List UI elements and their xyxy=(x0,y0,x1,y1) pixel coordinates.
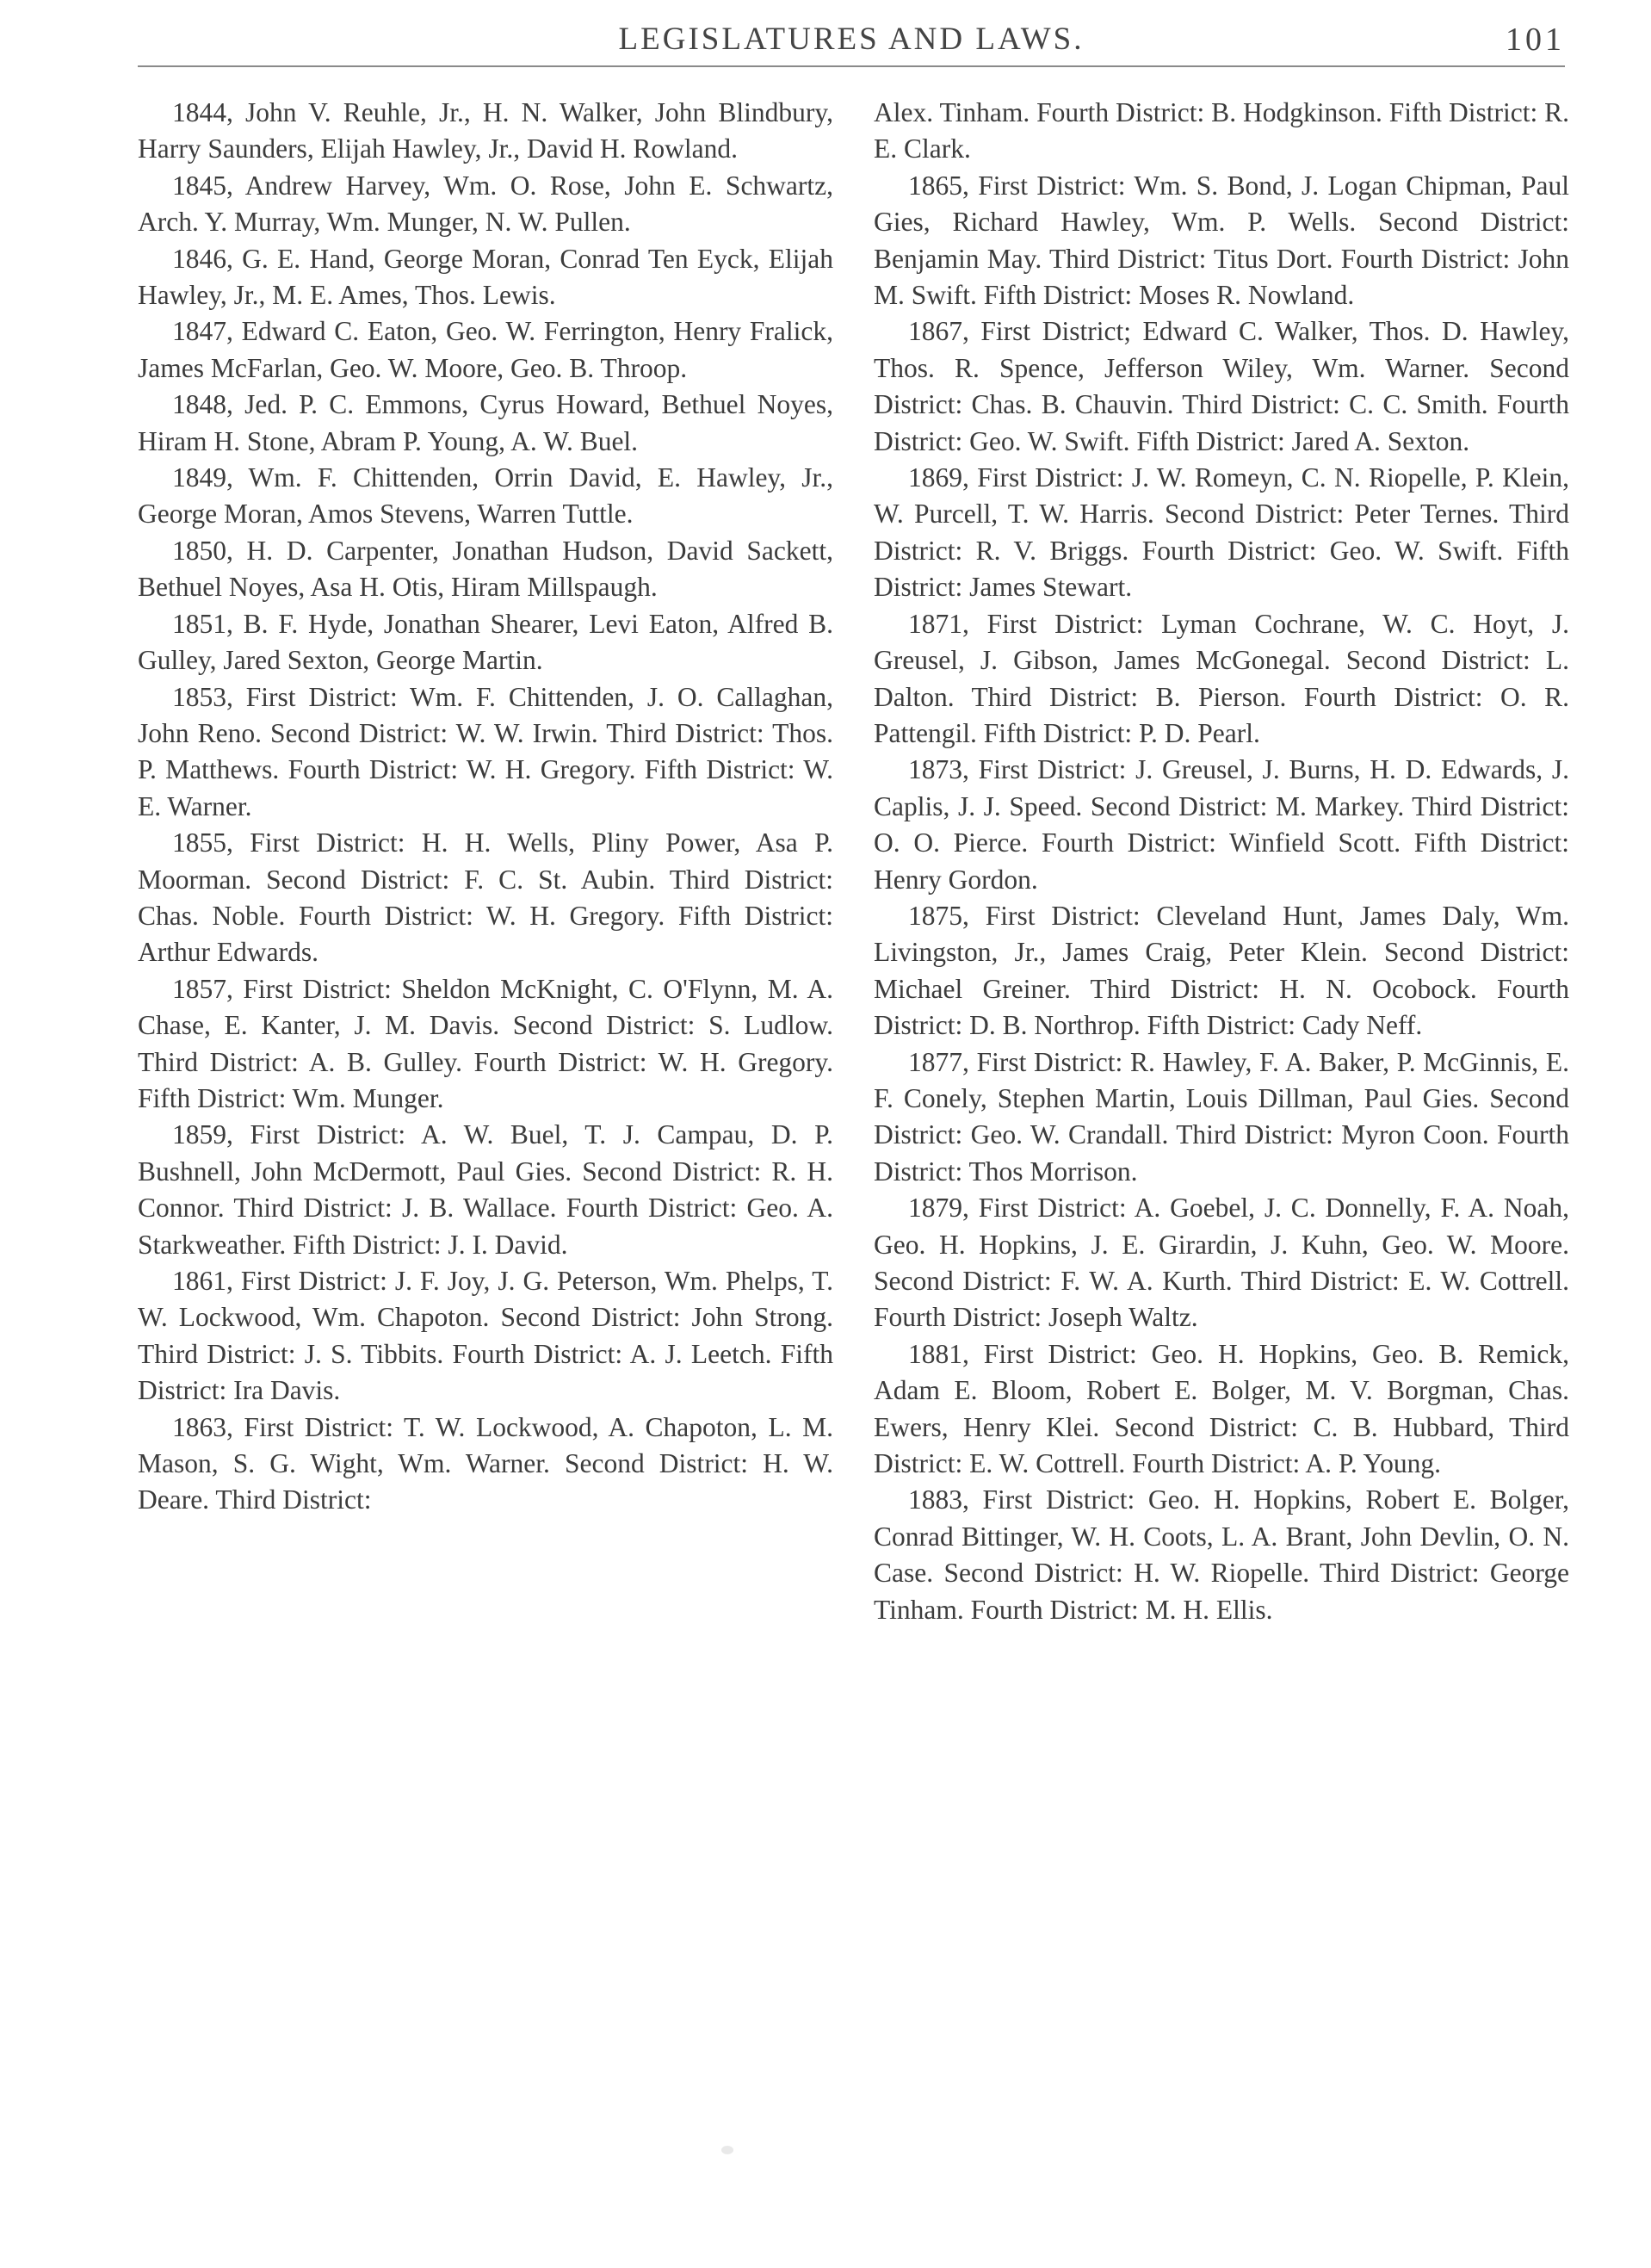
right-column xyxy=(874,95,1569,1628)
entry-1867: 1867, First District; Edward C. Walker, Thos. D. Hawley, Thos. R. Spence, Jefferson Wiley, Wm. Warner. Second District: Chas. B. Chauvin. Third District: C. C. Smith. Fourth District: Geo. W. Swift. Fifth District: Jared A. Sexton. xyxy=(874,316,1569,456)
entry-1883: 1883, First District: Geo. H. Hopkins, Robert E. Bolger, Conrad Bittinger, W. H. Coots, L. A. Brant, John Devlin, O. N. Case. Second District: H. W. Riopelle. Third District: George Tinham. Fourth District: M. H. Ellis. xyxy=(874,1484,1569,1625)
page-number: 101 xyxy=(1506,22,1565,58)
entry-1844: 1844, John V. Reuhle, Jr., H. N. Walker, John Blindbury, Harry Saunders, Elijah Hawley, Jr., David H. Rowland. xyxy=(138,97,833,164)
entry-1850: 1850, H. D. Carpenter, Jonathan Hudson, David Sackett, Bethuel Noyes, Asa H. Otis, Hiram Millspaugh. xyxy=(138,535,833,603)
left-column xyxy=(138,95,833,1519)
entry-1865: 1865, First District: Wm. S. Bond, J. Logan Chipman, Paul Gies, Richard Hawley, Wm. P. Wells. Second District: Benjamin May. Third District: Titus Dort. Fourth District: John M. Swift. Fifth District: Moses R. Nowland. xyxy=(874,170,1569,311)
entry-1869: 1869, First District: J. W. Romeyn, C. N. Riopelle, P. Klein, W. Purcell, T. W. Harris. Second District: Peter Ternes. Third District: R. V. Briggs. Fourth District: Geo. W. Swift. Fifth District: James Stewart. xyxy=(874,462,1569,603)
entry-1847: 1847, Edward C. Eaton, Geo. W. Ferrington, Henry Fralick, James McFarlan, Geo. W. Moore, Geo. B. Throop. xyxy=(138,316,833,383)
entry-1861: 1861, First District: J. F. Joy, J. G. Peterson, Wm. Phelps, T. W. Lockwood, Wm. Chapoton. Second District: John Strong. Third District: J. S. Tibbits. Fourth District: A. J. Leetch. Fifth District: Ira Davis. xyxy=(138,1266,833,1406)
entry-1853: 1853, First District: Wm. F. Chittenden, J. O. Callaghan, John Reno. Second District: W. W. Irwin. Third District: Thos. P. Matthews. Fourth District: W. H. Gregory. Fifth District: W. E. Warner. xyxy=(138,681,833,821)
running-title: LEGISLATURES AND LAWS. xyxy=(618,22,1085,57)
entry-1855: 1855, First District: H. H. Wells, Pliny Power, Asa P. Moorman. Second District: F. C. St. Aubin. Third District: Chas. Noble. Fourth District: W. H. Gregory. Fifth District: Arthur Edwards. xyxy=(138,827,833,968)
entry-1863: 1863, First District: T. W. Lockwood, A. Chapoton, L. M. Mason, S. G. Wight, Wm. Warner. Second District: H. W. Deare. Third District: xyxy=(138,1411,833,1515)
entry-1879: 1879, First District: A. Goebel, J. C. Donnelly, F. A. Noah, Geo. H. Hopkins, J. E. Girardin, J. Kuhn, Geo. W. Moore. Second District: F. W. A. Kurth. Third District: E. W. Cottrell. Fourth District: Joseph Waltz. xyxy=(874,1193,1569,1333)
entry-1859: 1859, First District: A. W. Buel, T. J. Campau, D. P. Bushnell, John McDermott, Paul Gies. Second District: R. H. Connor. Third District: J. B. Wallace. Fourth District: Geo. A. Starkweather. Fifth District: J. I. David. xyxy=(138,1119,833,1260)
entry-1875: 1875, First District: Cleveland Hunt, James Daly, Wm. Livingston, Jr., James Craig, Peter Klein. Second District: Michael Greiner. Third District: H. N. Ocobock. Fourth District: D. B. Northrop. Fifth District: Cady Neff. xyxy=(874,900,1569,1041)
entry-1873: 1873, First District: J. Greusel, J. Burns, H. D. Edwards, J. Caplis, J. J. Speed. Second District: M. Markey. Third District: O. O. Pierce. Fourth District: Winfield Scott. Fifth District: Henry Gordon. xyxy=(874,754,1569,895)
entry-1846: 1846, G. E. Hand, George Moran, Conrad Ten Eyck, Elijah Hawley, Jr., M. E. Ames, Thos. Lewis. xyxy=(138,243,833,311)
paper-mark xyxy=(721,2146,733,2154)
entry-1849: 1849, Wm. F. Chittenden, Orrin David, E. Hawley, Jr., George Moran, Amos Stevens, Warren Tuttle. xyxy=(138,462,833,530)
entry-1848: 1848, Jed. P. C. Emmons, Cyrus Howard, Bethuel Noyes, Hiram H. Stone, Abram P. Young, A. W. Buel. xyxy=(138,389,833,456)
entry-1863-continued: Alex. Tinham. Fourth District: B. Hodgkinson. Fifth District: R. E. Clark. xyxy=(874,97,1569,164)
running-header xyxy=(138,12,1565,64)
entry-1871: 1871, First District: Lyman Cochrane, W. C. Hoyt, J. Greusel, J. Gibson, James McGonegal. Second District: L. Dalton. Third District: B. Pierson. Fourth District: O. R. Pattengil. Fifth District: P. D. Pearl. xyxy=(874,608,1569,748)
entry-1845: 1845, Andrew Harvey, Wm. O. Rose, John E. Schwartz, Arch. Y. Murray, Wm. Munger, N. W. Pullen. xyxy=(138,170,833,238)
entry-1857: 1857, First District: Sheldon McKnight, C. O'Flynn, M. A. Chase, E. Kanter, J. M. Davis. Second District: S. Ludlow. Third District: A. B. Gulley. Fourth District: W. H. Gregory. Fifth District: Wm. Munger. xyxy=(138,973,833,1113)
entry-1877: 1877, First District: R. Hawley, F. A. Baker, P. McGinnis, E. F. Conely, Stephen Martin, Louis Dillman, Paul Gies. Second District: Geo. W. Crandall. Third District: Myron Coon. Fourth District: Thos Morrison. xyxy=(874,1046,1569,1187)
entry-1881: 1881, First District: Geo. H. Hopkins, Geo. B. Remick, Adam E. Bloom, Robert E. Bolger, M. V. Borgman, Chas. Ewers, Henry Klei. Second District: C. B. Hubbard, Third District: E. W. Cottrell. Fourth District: A. P. Young. xyxy=(874,1338,1569,1479)
entry-1851: 1851, B. F. Hyde, Jonathan Shearer, Levi Eaton, Alfred B. Gulley, Jared Sexton, George Martin. xyxy=(138,608,833,676)
header-rule xyxy=(138,65,1565,67)
